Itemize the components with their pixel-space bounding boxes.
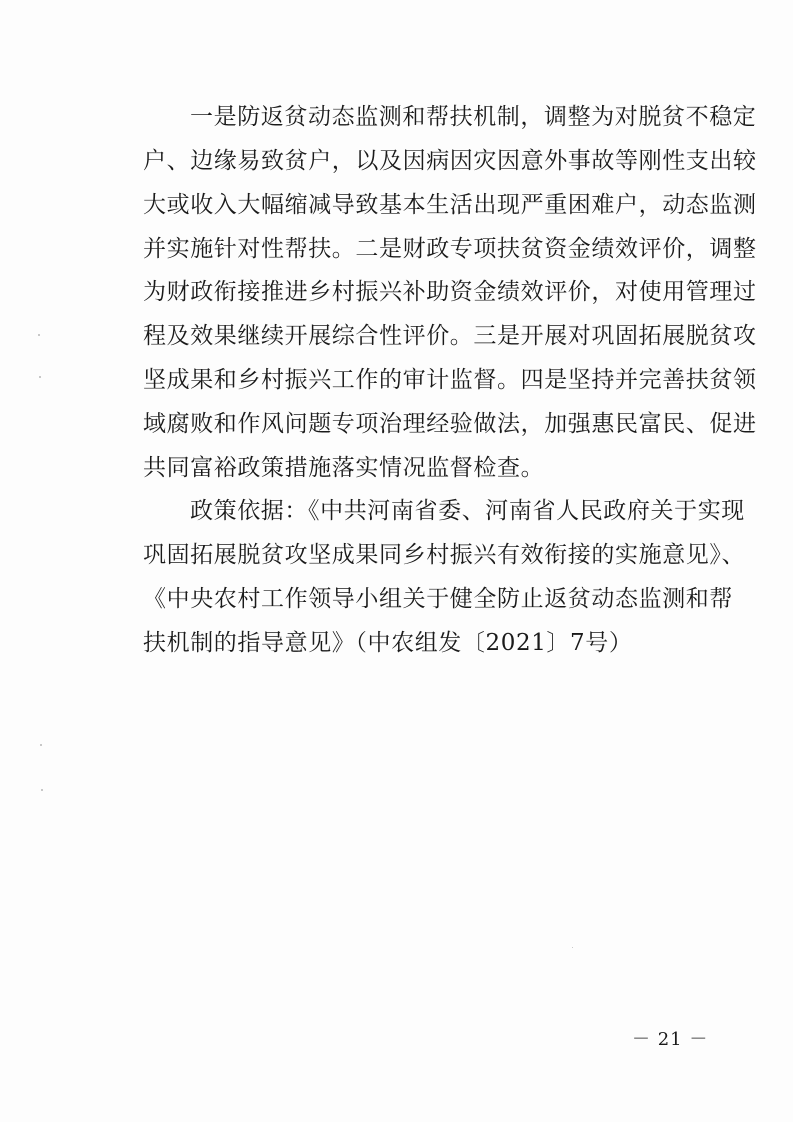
scan-speck bbox=[572, 947, 573, 948]
paragraph-line: 大或收入大幅缩减导致基本生活出现严重困难户，动态监测 bbox=[143, 192, 757, 218]
policy-basis-line: 扶机制的指导意见》（中农组发〔2021〕7号） bbox=[143, 630, 633, 656]
scan-speck bbox=[40, 744, 42, 746]
scan-speck bbox=[39, 376, 41, 378]
paragraph-line: 程及效果继续开展综合性评价。三是开展对巩固拓展脱贫攻 bbox=[143, 323, 757, 349]
paragraph-line: 共同富裕政策措施落实情况监督检查。 bbox=[143, 455, 545, 481]
scan-speck bbox=[41, 789, 43, 791]
paragraph-line: 为财政衔接推进乡村振兴补助资金绩效评价，对使用管理过 bbox=[143, 279, 757, 305]
page-number: － 21 － bbox=[632, 1029, 709, 1050]
paragraph-line: 并实施针对性帮扶。二是财政专项扶贫资金绩效评价，调整 bbox=[143, 236, 757, 262]
scan-speck bbox=[38, 334, 40, 336]
paragraph-line: 一是防返贫动态监测和帮扶机制，调整为对脱贫不稳定 bbox=[190, 104, 757, 130]
paragraph-line: 坚成果和乡村振兴工作的审计监督。四是坚持并完善扶贫领 bbox=[143, 367, 757, 393]
paragraph-line: 域腐败和作风问题专项治理经验做法，加强惠民富民、促进 bbox=[143, 411, 757, 437]
paragraph-line: 户、边缘易致贫户，以及因病因灾因意外事故等刚性支出较 bbox=[143, 148, 757, 174]
policy-basis-line: 《中央农村工作领导小组关于健全防止返贫动态监测和帮 bbox=[143, 586, 733, 612]
policy-basis-line: 政策依据：《中共河南省委、河南省人民政府关于实现 bbox=[190, 498, 745, 524]
policy-basis-line: 巩固拓展脱贫攻坚成果同乡村振兴有效衔接的实施意见》、 bbox=[143, 542, 746, 568]
